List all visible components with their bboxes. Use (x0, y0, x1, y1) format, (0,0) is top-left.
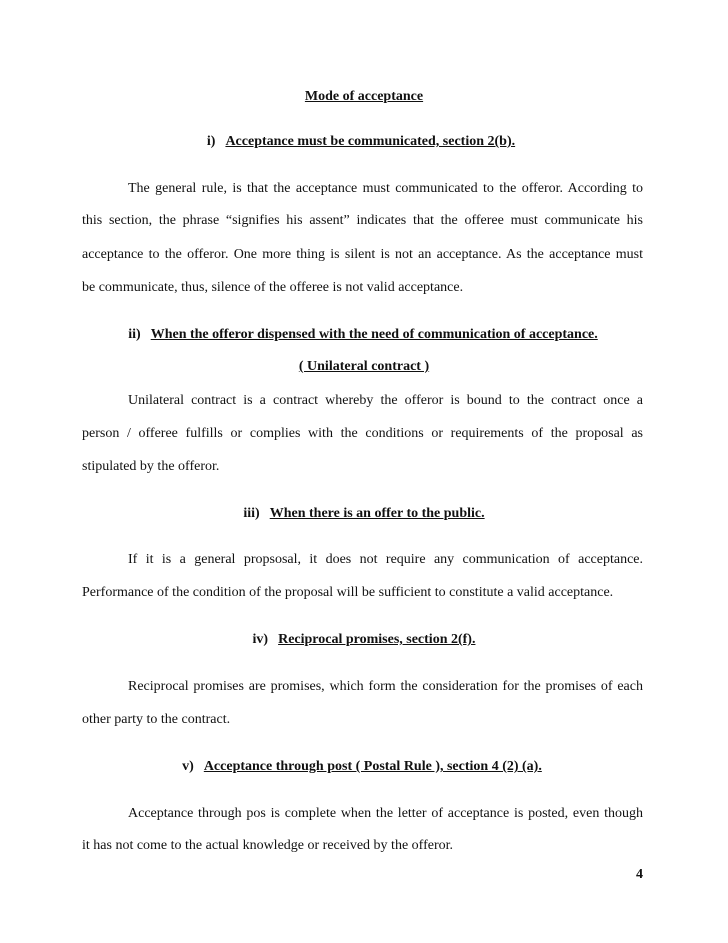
page-number: 4 (636, 867, 643, 882)
section-1-line-3: acceptance to the offeror. One more thing is silent is not an acceptance. As the acceptance must (82, 247, 643, 262)
section-heading-1 (0, 133, 725, 151)
section-number-2: ii) (128, 327, 141, 342)
section-number-4: iv) (252, 632, 269, 647)
section-heading-3 (0, 505, 728, 523)
section-3-line-1: If it is a general propsosal, it does not require any communication of acceptance. (128, 552, 643, 567)
section-4-line-1: Reciprocal promises are promises, which form the consideration for the promises of each (128, 679, 643, 694)
section-3-line-2: Performance of the condition of the proposal will be sufficient to constitute a valid acceptance. (82, 585, 614, 600)
section-heading-5 (0, 758, 726, 776)
section-1-line-4: be communicate, thus, silence of the offeree is not valid acceptance. (82, 280, 464, 295)
section-heading-4 (0, 631, 728, 649)
section-heading-text-3: When there is an offer to the public. (269, 506, 485, 521)
section-heading-text-2: When the offeror dispensed with the need of communication of acceptance. (150, 327, 598, 342)
section-1-line-1: The general rule, is that the acceptance must communicated to the offeror. According to (128, 181, 643, 196)
section-5-line-2: it has not come to the actual knowledge or received by the offeror. (82, 838, 453, 853)
page-title: Mode of acceptance (304, 89, 424, 104)
section-number-5: v) (182, 759, 194, 774)
section-heading-text-4: Reciprocal promises, section 2(f). (278, 632, 476, 647)
section-4-line-2: other party to the contract. (82, 712, 231, 727)
section-heading-text-1: Acceptance must be communicated, section 2(b). (225, 134, 516, 149)
section-number-3: iii) (243, 506, 260, 521)
section-number-1: i) (206, 134, 216, 149)
section-2-line-2: person / offeree fulfills or complies with the conditions or requirements of the proposal as (82, 426, 643, 441)
section-2-line-3: stipulated by the offeror. (82, 459, 220, 474)
section-1-line-2: this section, the phrase “signifies his assent” indicates that the offeree must communicate his (82, 213, 643, 228)
section-subheading-2: ( Unilateral contract ) (298, 359, 430, 374)
section-5-line-1: Acceptance through pos is complete when the letter of acceptance is posted, even though (128, 806, 643, 821)
section-2-line-1: Unilateral contract is a contract whereby the offeror is bound to the contract once a (128, 393, 643, 408)
section-heading-2 (0, 326, 727, 344)
section-heading-text-5: Acceptance through post ( Postal Rule ), section 4 (2) (a). (203, 759, 542, 774)
